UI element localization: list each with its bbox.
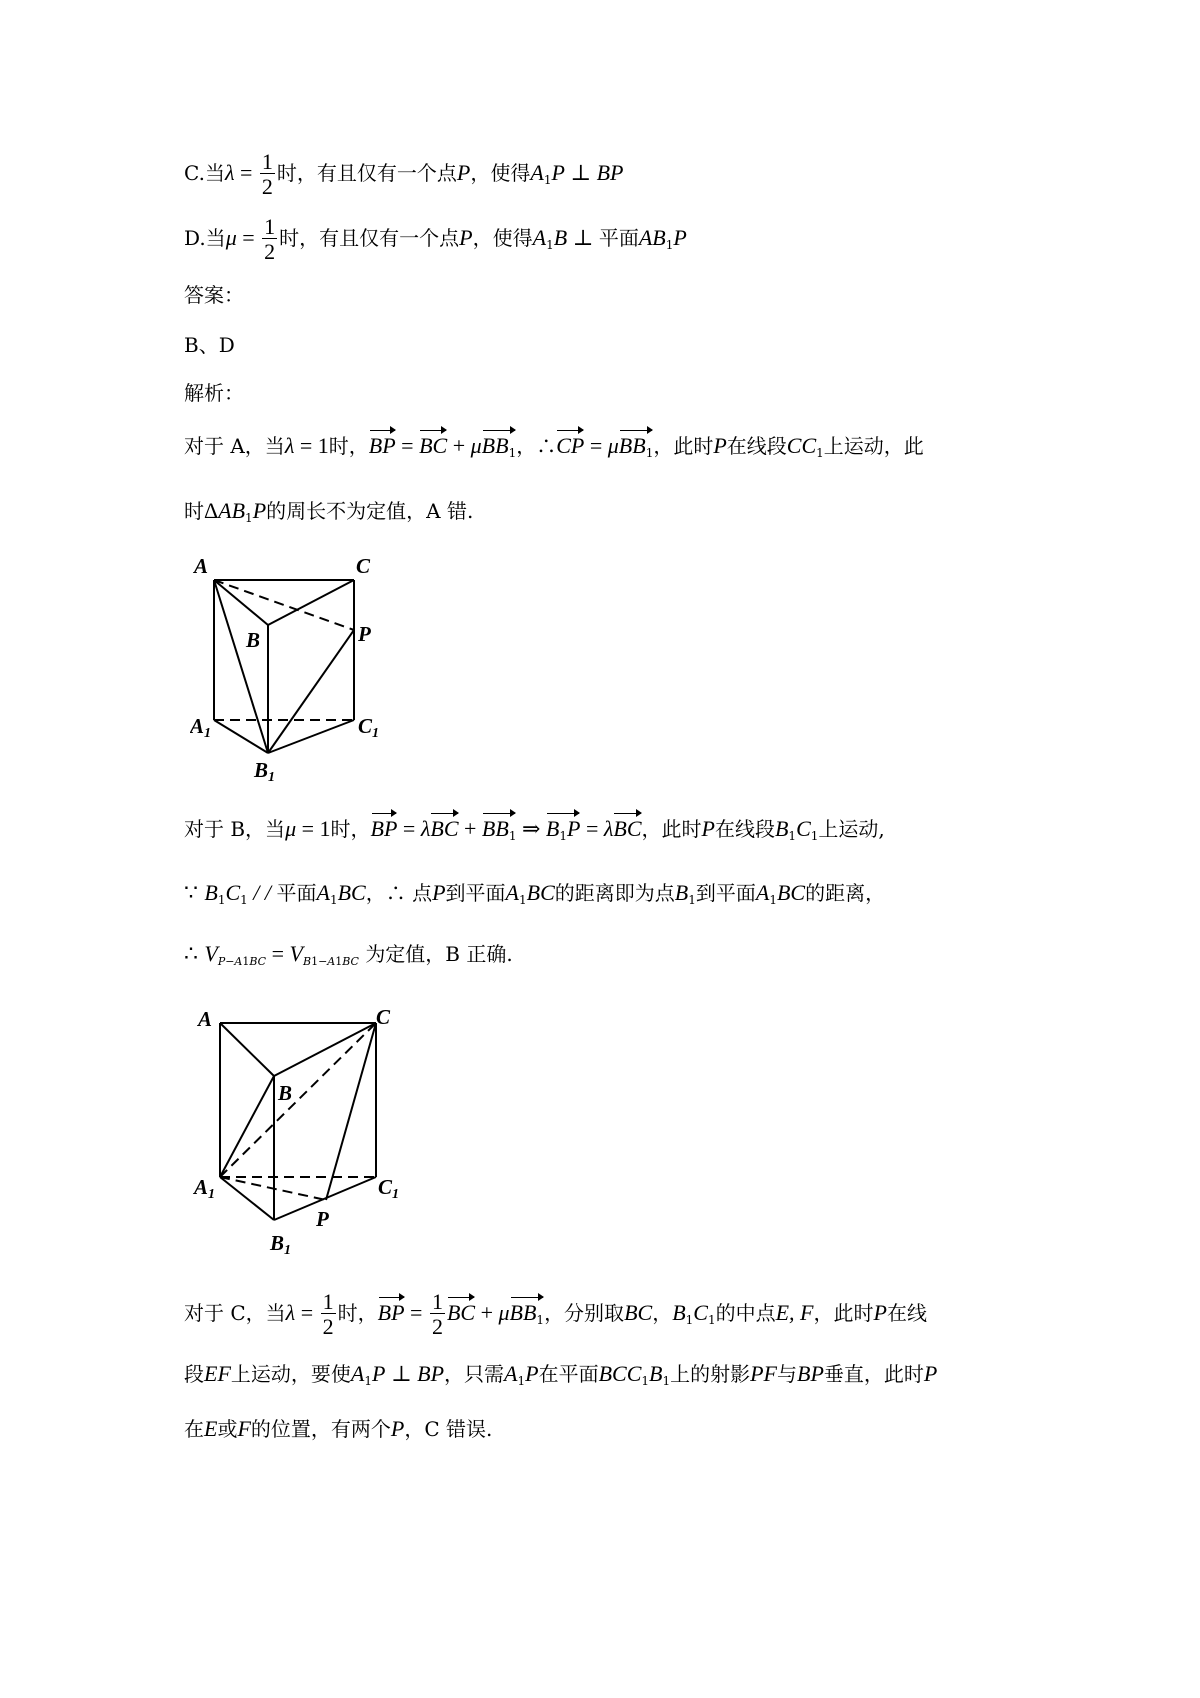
- label-b: B: [278, 1081, 293, 1105]
- answer: B、D: [184, 333, 235, 357]
- label-p: P: [358, 622, 371, 646]
- label-b1: B1: [270, 1231, 292, 1258]
- label-b: B: [246, 628, 261, 652]
- analysis-c-line1: 对于 C，当λ = $\frac{1}{2}$ 时，BP = $\frac{1}{2}$ BC + μBB$_1$，分别取BC，$B_1C_1$的中点E, F，此时P在线: [184, 1289, 927, 1340]
- label-a: A: [198, 1007, 213, 1031]
- fraction: $\frac{1}{2}$: [261, 149, 273, 200]
- analysis-b-line1: 对于 B，当μ = 1时，BP = $\lambda BC + BB_1$ ⇒ $B_1P = \lambda BC$，此时P在线段$B_1C_1$上运动,: [184, 816, 885, 843]
- analysis-label: 解析：: [184, 381, 244, 405]
- label-p: P: [316, 1207, 329, 1231]
- label-c: C: [376, 1005, 391, 1029]
- label-a1: A1: [190, 714, 212, 741]
- fraction: $\frac{1}{2}$: [322, 1289, 334, 1340]
- prism-figure-2: [190, 1000, 430, 1260]
- analysis-b-line2: ∵ $B_1C_1$ / / 平面$A_1BC$，∴ 点P到平面$A_1BC$的距离即为点$B_1$到平面$A_1BC$的距离，: [184, 880, 886, 907]
- label-c1: C1: [358, 714, 380, 741]
- analysis-c-line3: 在E或F的位置，有两个P，C 错误.: [184, 1416, 493, 1441]
- label-c1: C1: [378, 1175, 400, 1202]
- label-b1: B1: [254, 758, 276, 783]
- prism-figure-1: [190, 553, 410, 783]
- analysis-b-line3: ∴ $V_{P-A1BC} = V_{B1-A1BC}$ 为定值，B 正确.: [184, 941, 513, 968]
- analysis-a-line2: 时$\Delta AB_1P$的周长不为定值，A 错.: [184, 498, 474, 525]
- option-c: C.当λ = $\frac{1}{2}$ 时，有且仅有一个点P，使得$A_1P$ ⊥ BP: [184, 149, 624, 200]
- label-a: A: [194, 554, 209, 578]
- analysis-a-line1: 对于 A，当λ = 1时，BP = BC + μBB$_1$，∴CP = μBB$_1$，此时P在线段$CC_1$上运动，此: [184, 433, 924, 460]
- analysis-c-line2: 段EF上运动，要使$A_1P$ ⊥ BP，只需$A_1P$在平面$BCC_1B_1$上的射影PF与BP垂直，此时P: [184, 1361, 938, 1388]
- label-c: C: [356, 554, 371, 578]
- fraction: $\frac{1}{2}$: [431, 1289, 443, 1340]
- answer-label: 答案：: [184, 283, 244, 307]
- option-d: D.当μ = $\frac{1}{2}$ 时，有且仅有一个点P，使得$A_1B$ ⊥ 平面$AB_1P$: [184, 214, 687, 265]
- fraction: $\frac{1}{2}$: [264, 214, 276, 265]
- label-a1: A1: [194, 1175, 216, 1202]
